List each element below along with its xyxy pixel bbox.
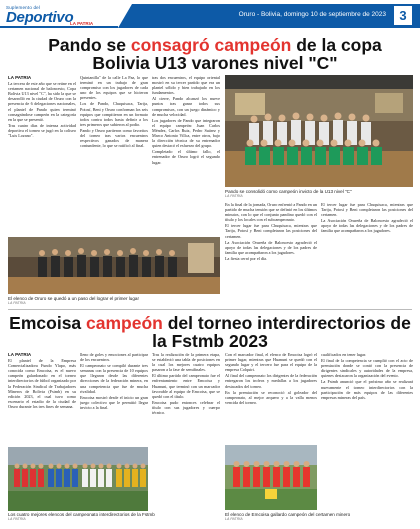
article2-headline-highlight: campeón xyxy=(86,313,163,333)
article2-headline-part-a: Emcoisa xyxy=(9,313,87,333)
article1-col5-paragraph: La Asociación Orureña de Baloncesto agradeció el apoyo de todas las delegaciones y de los padres de familia que acompañaron a los jugadores. xyxy=(321,218,413,234)
article2-column-2 xyxy=(80,352,148,444)
article2-col5-paragraph: cualificados en tener lugar. xyxy=(321,352,367,357)
article1-headline-highlight: consagró campeón xyxy=(130,35,292,55)
article1-photo2-caption xyxy=(225,189,413,200)
article1-headline-part-b: de la copa Bolivia U13 varones nivel "C" xyxy=(92,35,382,73)
article1-col2-paragraph: Quintanilla" de la calle La Paz, lo que terminó en un trabajo de gran compromiso con los jugadores de cada uno de los equipos que se hicieron presentes. xyxy=(80,75,148,101)
article1-col4-paragraph: El tercer lugar fue para Chuquisaca, mientras que Tarija, Potosí y Beni completaron las posiciones del certamen. xyxy=(225,223,317,239)
article2-col1-paragraph: El plantel de la Empresa Comercializadora Fundo Ylapo, más conocida como Emcoisa, es el nuevo campeón galardonado en el torneo interdirectorios de fútbol organizado por la Federación Sindical de Trabajadores Mineros de Bolivia (Fstmb) en su edición 2023, el cual tuvo como escenario el estadio de la ciudad de Oruro durante los tres fines de semana. xyxy=(8,358,76,409)
article2-photo1-caption-text: Los cuatro mejores elencos del campeonato interdirectorios de la Fstmb xyxy=(8,512,155,517)
article2-photo-four-teams xyxy=(8,447,148,511)
article2-col3-paragraph: El último partido del campeonato fue el enfrentamiento entre Emcoisa y Huanuni, que terminó con un marcador favorable al equipo de Emcoisa, que se quedó con el título. xyxy=(152,373,220,399)
article2-col2-paragraph: El campeonato se compiló durante tres semanas con la presencia de 10 equipos que llegaron desde las diferentes direcciones de la federación minera, en una competencia que fue de mucha rivalidad. xyxy=(80,363,148,394)
article2-col5-paragraph: La Fstmb anunció que el próximo año se realizará nuevamente el torneo interdirectorios con la participación de más equipos de las diferentes empresas mineras del país. xyxy=(321,379,413,400)
masthead-date: Oruro - Bolivia, domingo 10 de septiembre de 2023 xyxy=(238,11,386,18)
article2-photo2-source: LA PATRIA xyxy=(225,517,243,522)
article2-col2-paragraph: Emcoisa mostró desde el inicio un gran juego colectivo que le permitió llegar invicto a la final. xyxy=(80,394,148,410)
article1-column-1 xyxy=(8,75,76,233)
article1-col1-paragraph: Tras cuatro días de intensa actividad deportiva el torneo se jugó en la coliseo "Luis Lozano". xyxy=(8,122,76,139)
team-photo-illustration xyxy=(225,75,413,187)
article1-col2-paragraph: Pando y Oruro partieron como favoritos del torneo tras varios encuentros respectivos ganados de manera contundente, lo que se ratificó al final. xyxy=(80,127,148,149)
page-number: 3 xyxy=(394,6,412,25)
article1-col3-paragraph: tras dos encuentros, el equipo oriental mostró en su tercer partido que era un plantel sólido y bien trabajado en los fundamentos. xyxy=(152,75,220,96)
article2-headline-part-b: del torneo interdirectorios de la Fstmb 2023 xyxy=(152,313,411,351)
article2-headline xyxy=(8,314,412,350)
article1-col1-paragraph: La tercera de este año que se reúne en el certamen nacional de baloncesto, Copa Bolivia U13 nivel "C", ha sido la que se desarrolló en la ciudad de Oruro con la presencia de 6 delegaciones nacionales, el plantel de Pando quien terminó consagrándose campeón en la categoría en la que se presentó. xyxy=(8,81,76,122)
article1-col3-paragraph: Al cierre, Pando alcanzó los nueve puntos tras ganar todos sus compromisos, con un juego dinámico y de mucha velocidad. xyxy=(152,96,220,117)
article1-col2-paragraph: Los de Pando, Chuquisaca, Tarija, Potosí, Beni y Oruro conforman los seis equipos que compitieron en un formato todos contra todos hasta definir a los tres primeros que subieron al podio. xyxy=(80,101,148,127)
article1-column-3 xyxy=(152,75,220,233)
article2-col2-paragraph: lleno de goles y emociones al participar de los encuentros. xyxy=(80,352,148,363)
article2-column-3 xyxy=(152,352,220,522)
article1-credit: LA PATRIA xyxy=(8,75,32,80)
article2-photo1-caption xyxy=(8,512,220,523)
masthead-logo: Deportivo xyxy=(6,9,74,26)
article1-column-5 xyxy=(321,202,413,290)
article1-column-2 xyxy=(80,75,148,233)
article1-photo1-caption-text: El elenco de Oruro se quedó a un paso del lograr el primer lugar xyxy=(8,296,139,301)
masthead-supplement: Suplemento del xyxy=(6,5,41,10)
article1-col4-paragraph: En la final de la jornada, Oruro enfrentó a Pando en un partido de mucha tensión que se definió en los últimos minutos, con lo que el conjunto pandino quedó con el título y los locales con el subcampeonato. xyxy=(225,202,317,223)
oruro-team-illustration xyxy=(8,237,220,294)
article2-col4-paragraph: En la premiación se reconoció al goleador del campeonato, al mejor arquero y a la valla menos vencida del torneo. xyxy=(225,389,317,405)
article1-col4-paragraph: La fiesta cerró por el día. xyxy=(225,255,268,261)
article1-photo1-caption xyxy=(8,296,220,307)
masthead-swoosh xyxy=(118,4,132,28)
masthead-subtitle: LA PATRIA xyxy=(70,21,94,26)
four-teams-illustration xyxy=(8,447,148,511)
article1-col4-paragraph: La Asociación Orureña de Baloncesto agradeció el apoyo de todas las delegaciones y de los padres de familia que acompañaron a los jugadores. xyxy=(225,239,317,255)
article2-col3-paragraph: Emcoisa pudo entonces celebrar el título con sus jugadores y cuerpo técnico. xyxy=(152,399,220,416)
article1-headline-part-a: Pando se xyxy=(48,35,131,55)
article2-col5-paragraph: El final de la competencia se cumplió con el acto de premiación donde se contó con la presencia de dirigentes sindicales y autoridades de la empresa, quienes destacaron la organización del evento. xyxy=(321,358,413,379)
article1-photo-pando-team xyxy=(225,75,413,187)
article2-credit: LA PATRIA xyxy=(8,352,32,357)
article1-col3-paragraph: Completado el último fallo, el entrenador de Oruro logró el segundo lugar. xyxy=(152,149,220,165)
article1-col5-paragraph: El tercer lugar fue para Chuquisaca, mientras que Tarija, Potosí y Beni completaron las posiciones del certamen. xyxy=(321,202,413,218)
article2-photo-emcoisa-team xyxy=(225,445,317,510)
masthead xyxy=(0,0,420,32)
article2-photo2-caption-text: El elenco de Emcoisa gallardo campeón del certamen minero xyxy=(225,512,351,517)
article1-photo2-source: LA PATRIA xyxy=(225,194,243,199)
article2-col4-paragraph: Al final del campeonato los dirigentes de la federación entregaron los trofeos y medallas a los jugadores destacados del torneo. xyxy=(225,373,317,389)
article1-photo2-caption-text: Pando se consolidó como campeón invicto de la U13 nivel "C" xyxy=(225,189,352,194)
article2-column-4 xyxy=(225,352,317,442)
article1-photo1-source: LA PATRIA xyxy=(8,301,26,306)
article2-photo1-source: LA PATRIA xyxy=(8,517,26,522)
article2-column-5 xyxy=(321,352,413,522)
emcoisa-team-illustration xyxy=(225,445,317,510)
article1-headline xyxy=(30,36,400,72)
article1-col3-paragraph: Los jugadores de Pando que integraron el equipo campeón: Juan Carlos Méndez, Carlos Ruiz, Pedro Suárez y Marco Antonio Villca, entre otros, bajo la dirección técnica de su entrenador quien destacó el esfuerzo del grupo. xyxy=(152,117,220,149)
article2-photo2-caption xyxy=(225,512,413,523)
article2-column-1 xyxy=(8,352,76,444)
section-divider xyxy=(8,309,412,310)
article1-column-4 xyxy=(225,202,317,290)
article2-col3-paragraph: Tras la realización de la primera etapa, se estableció una tabla de posiciones en la cual los mejores cuatro equipos pasaron a la fase de semifinales. xyxy=(152,352,220,373)
article1-photo-oruro-team xyxy=(8,237,220,294)
article2-col4-paragraph: Con el marcador final, el elenco de Emcoisa logró el primer lugar, mientras que Huanuni se quedó con el segundo lugar y el tercero fue para el equipo de la empresa Colquiri. xyxy=(225,352,317,373)
